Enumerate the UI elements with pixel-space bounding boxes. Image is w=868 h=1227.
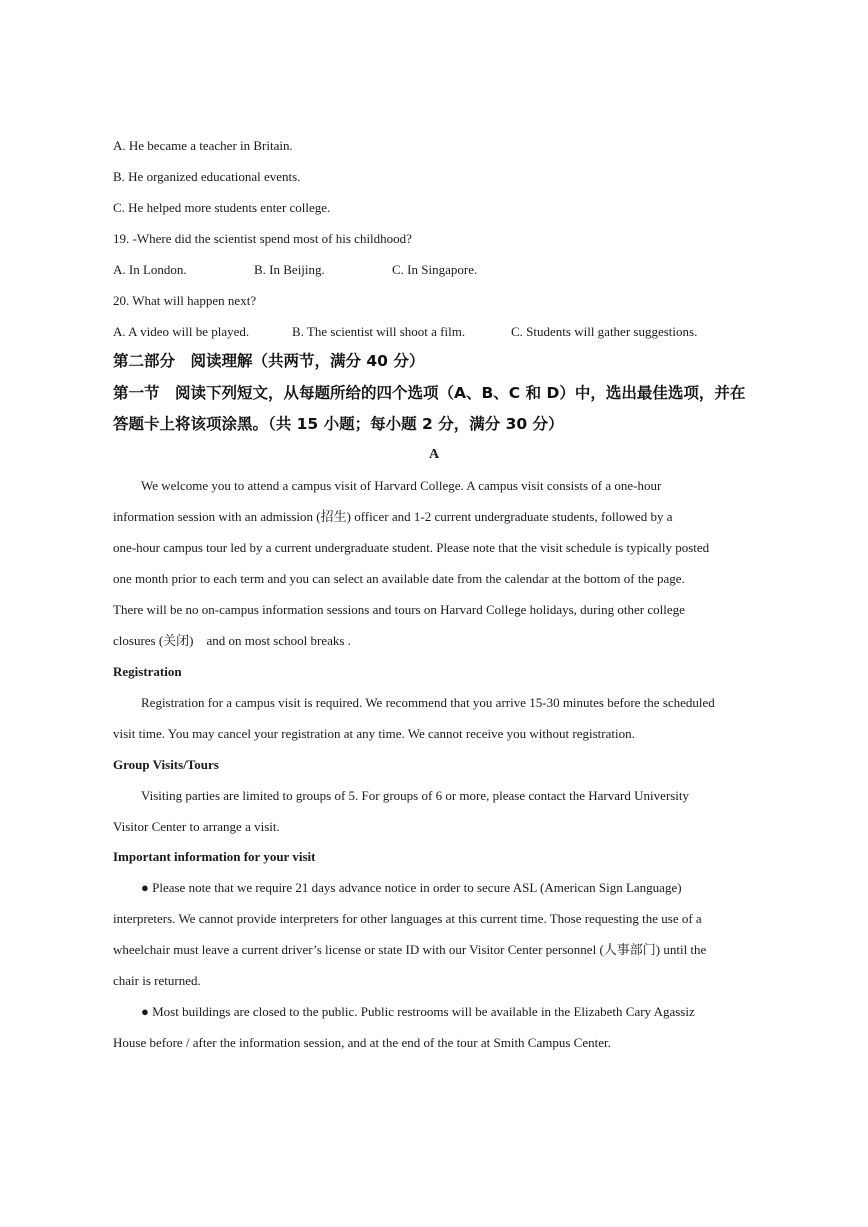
q19-option-a: A. In London. <box>113 262 187 277</box>
q18-option-b: B. He organized educational events. <box>113 169 301 184</box>
q20-option-b: B. The scientist will shoot a film. <box>292 324 466 339</box>
passage-p1-line: information session with an admission (招生) officer and 1-2 current undergraduate students, followed by a <box>113 509 673 524</box>
passage-p1-line: closures (关闭) and on most school breaks . <box>113 633 351 648</box>
passage-label: A <box>428 447 440 462</box>
passage-p1-line: We welcome you to attend a campus visit of Harvard College. A campus visit consists of a one-hour <box>141 478 662 493</box>
important-bullet-line: ● Please note that we require 21 days advance notice in order to secure ASL (American Sign Language) <box>141 880 682 895</box>
important-bullet-line: wheelchair must leave a current driver’s license or state ID with our Visitor Center personnel (人事部门) until the <box>113 942 707 957</box>
registration-heading: Registration <box>113 664 182 679</box>
q19-option-c: C. In Singapore. <box>392 262 478 277</box>
important-bullet-line: chair is returned. <box>113 973 201 988</box>
important-bullet-line: ● Most buildings are closed to the public. Public restrooms will be available in the Elizabeth Cary Agassiz <box>141 1004 695 1019</box>
q20-option-a: A. A video will be played. <box>113 324 250 339</box>
q18-option-a: A. He became a teacher in Britain. <box>113 138 293 153</box>
q18-option-c: C. He helped more students enter college. <box>113 200 331 215</box>
registration-line: Registration for a campus visit is required. We recommend that you arrive 15-30 minutes before the scheduled <box>141 695 715 710</box>
q19-question: 19. -Where did the scientist spend most of his childhood? <box>113 231 412 246</box>
important-heading: Important information for your visit <box>113 849 316 864</box>
passage-p1-line: There will be no on-campus information sessions and tours on Harvard College holidays, during other college <box>113 602 685 617</box>
group-heading: Group Visits/Tours <box>113 757 219 772</box>
q20-option-c: C. Students will gather suggestions. <box>511 324 698 339</box>
passage-p1-line: one month prior to each term and you can select an available date from the calendar at the bottom of the page. <box>113 571 685 586</box>
group-line: Visiting parties are limited to groups of 5. For groups of 6 or more, please contact the Harvard University <box>141 788 689 803</box>
section1-instruction-line2: 答题卡上将该项涂黑。（共 15 小题；每小题 2 分，满分 30 分） <box>113 415 564 433</box>
group-line: Visitor Center to arrange a visit. <box>113 819 280 834</box>
important-bullet-line: interpreters. We cannot provide interpreters for other languages at this current time. Those requesting the use of a <box>113 911 702 926</box>
important-bullet-line: House before / after the information session, and at the end of the tour at Smith Campus Center. <box>113 1035 611 1050</box>
section1-instruction-line1: 第一节 阅读下列短文，从每题所给的四个选项（A、B、C 和 D）中，选出最佳选项，并在 <box>113 384 746 402</box>
registration-line: visit time. You may cancel your registration at any time. We cannot receive you without registration. <box>113 726 635 741</box>
passage-p1-line: one-hour campus tour led by a current undergraduate student. Please note that the visit schedule is typically posted <box>113 540 710 555</box>
q19-option-b: B. In Beijing. <box>254 262 325 277</box>
part2-title: 第二部分 阅读理解（共两节，满分 40 分） <box>113 352 425 370</box>
q20-question: 20. What will happen next? <box>113 293 257 308</box>
